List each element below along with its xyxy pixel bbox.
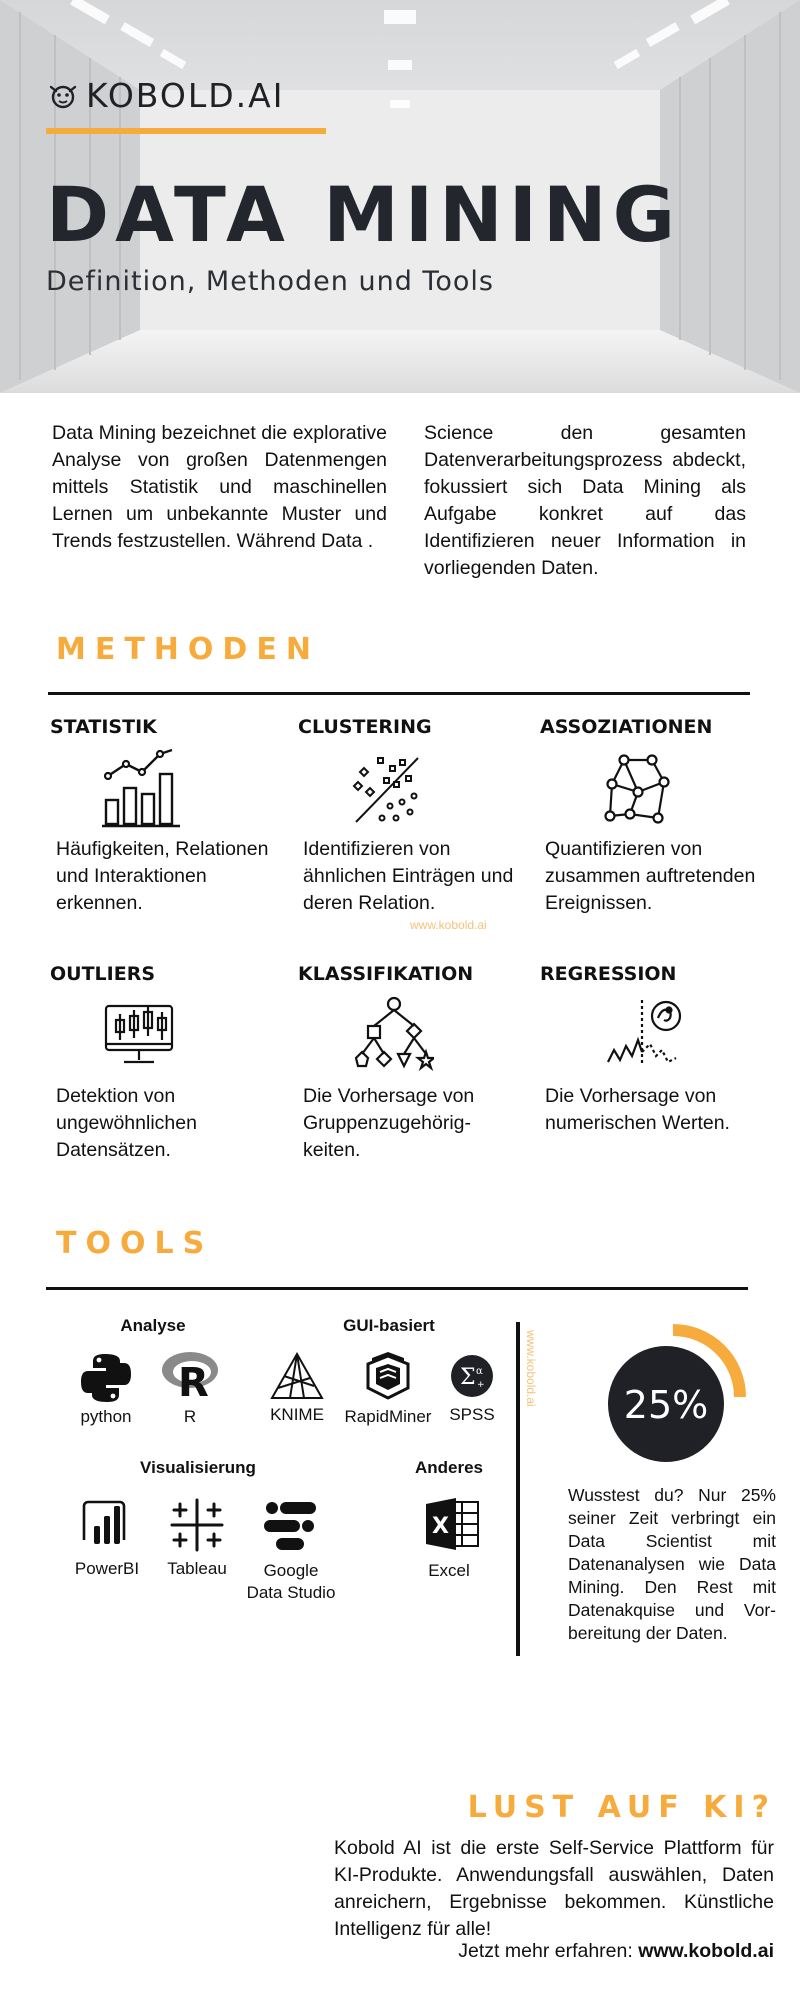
svg-text:Σ: Σ — [460, 1365, 476, 1390]
method-heading-outliers: OUTLIERS — [50, 963, 156, 985]
r-icon[interactable] — [160, 1350, 220, 1400]
tool-label-gds-line2: Data Studio — [246, 1583, 336, 1602]
decision-tree-icon — [354, 996, 434, 1074]
tools-group-analyse: Analyse — [120, 1316, 186, 1335]
scatter-icon — [350, 752, 424, 826]
python-icon[interactable] — [80, 1352, 132, 1404]
tools-title: TOOLS — [56, 1226, 214, 1261]
tool-label-rapidminer: RapidMiner — [344, 1407, 432, 1426]
stat-text: Wusstest du? Nur 25% seiner Zeit verbringt ein Data Scientist mit Datenanalysen wie Data Mining. Den Rest mit Datenakquise und Vorbereitung der Daten. — [568, 1485, 776, 1643]
tool-label-knime: KNIME — [270, 1405, 324, 1424]
intro-text-right: Science den gesamten Datenverarbeitungsprozess abdeckt, fokussiert sich Data Mining als Aufgabe konkret auf das Identifizieren neuer Information in vorliegenden Daten. — [424, 422, 746, 579]
method-heading-assoziationen: ASSOZIATIONEN — [540, 716, 713, 738]
cta-title: LUST AUF KI? — [467, 1790, 776, 1825]
hero-banner — [0, 0, 800, 393]
excel-icon[interactable] — [424, 1496, 482, 1552]
cta-link[interactable]: www.kobold.ai — [638, 1940, 774, 1962]
bar-chart-icon — [100, 748, 182, 828]
forecast-icon — [606, 996, 686, 1072]
watermark: www.kobold.ai — [410, 918, 487, 932]
google-data-studio-icon[interactable] — [262, 1500, 318, 1552]
method-heading-klassifikation: KLASSIFIKATION — [298, 963, 474, 985]
methods-title: METHODEN — [56, 632, 320, 667]
tool-label-excel: Excel — [428, 1561, 470, 1580]
method-text-regression: Die Vorhersage von numerischen Werten. — [545, 1085, 730, 1134]
methods-divider — [48, 692, 750, 695]
knime-icon[interactable] — [270, 1352, 324, 1400]
logo-underline — [46, 128, 326, 134]
svg-text:X: X — [432, 1514, 449, 1539]
tool-label-tableau: Tableau — [167, 1559, 227, 1578]
tool-label-powerbi: PowerBI — [74, 1559, 140, 1578]
method-text-statistik: Häufigkeiten, Relationen und Interaktionen erkennen. — [56, 838, 269, 914]
spss-icon[interactable] — [450, 1354, 494, 1398]
cta-text: Kobold AI ist die erste Self-Service Plattform für KI-Produkte. Anwendungsfall auswählen, Daten anreichern, Ergebnisse bekommen. Künstliche Intelligenz für alle! — [334, 1837, 774, 1940]
tool-label-gds-line1: Google — [263, 1561, 319, 1580]
stat-value: 25% — [623, 1383, 709, 1427]
stat-progress-ring — [598, 1322, 748, 1472]
tools-watermark: www.kobold.ai — [524, 1330, 538, 1407]
page-title: DATA MINING — [46, 170, 681, 259]
tool-label-google-data-studio — [230, 1560, 352, 1604]
tool-label-r: R — [183, 1407, 197, 1426]
tools-group-visualisierung: Visualisierung — [140, 1458, 256, 1477]
tools-vertical-divider — [516, 1322, 520, 1656]
tools-group-anderes: Anderes — [414, 1458, 484, 1477]
svg-text:+: + — [477, 1380, 485, 1390]
method-heading-regression: REGRESSION — [540, 963, 677, 985]
tools-divider — [46, 1287, 748, 1290]
svg-text:α: α — [476, 1366, 483, 1377]
logo-text: KOBOLD.AI — [86, 76, 285, 115]
method-text-assoziationen: Quantifizieren von zusammen auftretenden Ereignissen. — [545, 838, 756, 914]
kobold-mascot-icon — [46, 81, 80, 111]
svg-text:R: R — [178, 1360, 209, 1400]
tool-label-python: python — [80, 1407, 132, 1426]
cta-more-prefix: Jetzt mehr erfahren: — [458, 1940, 639, 1962]
method-text-klassifikation: Die Vorhersage von Gruppenzugehörigkeiten. — [303, 1085, 475, 1161]
method-heading-statistik: STATISTIK — [50, 716, 157, 738]
powerbi-icon[interactable] — [80, 1496, 132, 1552]
method-text-clustering: Identifizieren von ähnlichen Einträgen und deren Relation. — [303, 838, 514, 914]
candlestick-monitor-icon — [104, 1000, 176, 1070]
rapidminer-icon[interactable] — [364, 1350, 412, 1400]
cta-more — [458, 1940, 774, 1963]
page-subtitle: Definition, Methoden und Tools — [46, 266, 494, 297]
tool-label-spss: SPSS — [449, 1405, 495, 1424]
intro-text-left: Data Mining bezeichnet die explorative Analyse von großen Datenmengen mittels Statistik und maschinellen Lernen um unbekannte Muster und Trends festzustellen. Während Data . — [52, 422, 387, 552]
method-heading-clustering: CLUSTERING — [298, 716, 432, 738]
tools-group-gui: GUI-basiert — [343, 1316, 435, 1335]
method-text-outliers: Detektion von ungewöhnlichen Datensätzen. — [56, 1085, 197, 1161]
logo[interactable] — [46, 76, 284, 115]
tableau-icon[interactable] — [168, 1496, 226, 1554]
network-icon — [602, 752, 674, 828]
